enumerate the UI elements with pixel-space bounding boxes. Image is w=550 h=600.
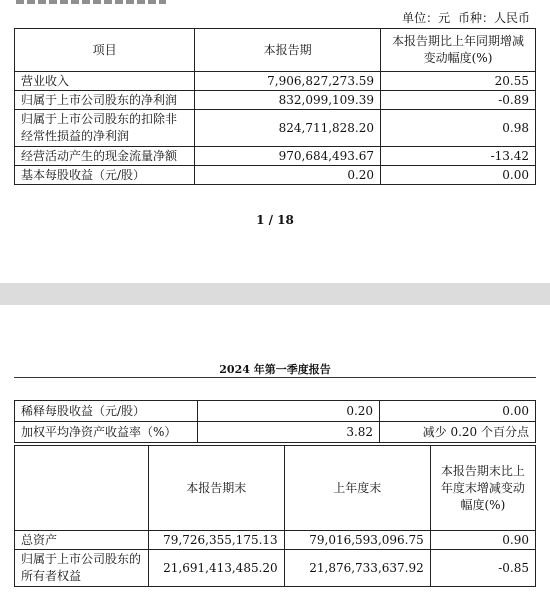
table-row bbox=[15, 91, 536, 110]
table-header-row bbox=[15, 446, 536, 531]
unit-currency-line: 单位：元 币种：人民币 bbox=[402, 11, 530, 25]
per-share-table bbox=[14, 400, 536, 443]
row-previous: 21,876,733,637.92 bbox=[284, 550, 430, 587]
row-label: 归属于上市公司股东的所有者权益 bbox=[15, 550, 149, 587]
page-gap bbox=[0, 283, 550, 305]
key-financials-table bbox=[14, 28, 536, 185]
header-change-pct: 本报告期末比上年度末增减变动幅度(%) bbox=[430, 446, 535, 531]
row-label: 营业收入 bbox=[15, 72, 195, 91]
row-label: 总资产 bbox=[15, 531, 149, 550]
page-running-header: 2024 年第一季度报告 bbox=[219, 363, 331, 376]
row-current: 0.20 bbox=[195, 166, 381, 185]
table-row bbox=[15, 531, 536, 550]
row-label: 基本每股收益（元/股） bbox=[15, 166, 195, 185]
table-row bbox=[15, 72, 536, 91]
row-change: 0.98 bbox=[381, 110, 536, 147]
row-change: 减少 0.20 个百分点 bbox=[380, 422, 536, 443]
table-row bbox=[15, 401, 536, 422]
header-prior-year-end: 上年度末 bbox=[284, 446, 430, 531]
row-change: 0.90 bbox=[430, 531, 535, 550]
table-header-row bbox=[15, 29, 536, 72]
row-current: 21,691,413,485.20 bbox=[148, 550, 284, 587]
row-current: 79,726,355,175.13 bbox=[148, 531, 284, 550]
table-row bbox=[15, 550, 536, 587]
header-change-pct: 本报告期比上年同期增减变动幅度(%) bbox=[381, 29, 536, 72]
header-blank bbox=[15, 446, 149, 531]
balance-table bbox=[14, 445, 536, 587]
table-row bbox=[15, 166, 536, 185]
row-current: 970,684,493.67 bbox=[195, 147, 381, 166]
row-change: 0.00 bbox=[380, 401, 536, 422]
cropped-heading bbox=[16, 0, 166, 4]
header-period-end: 本报告期末 bbox=[148, 446, 284, 531]
row-change: -0.85 bbox=[430, 550, 535, 587]
row-current: 824,711,828.20 bbox=[195, 110, 381, 147]
report-page-2 bbox=[0, 305, 550, 600]
header-current-period: 本报告期 bbox=[195, 29, 381, 72]
header-rule bbox=[14, 377, 536, 378]
row-current: 0.20 bbox=[197, 401, 379, 422]
table-row bbox=[15, 110, 536, 147]
header-item: 项目 bbox=[15, 29, 195, 72]
table-row bbox=[15, 147, 536, 166]
row-current: 832,099,109.39 bbox=[195, 91, 381, 110]
row-change: -13.42 bbox=[381, 147, 536, 166]
row-previous: 79,016,593,096.75 bbox=[284, 531, 430, 550]
row-label: 加权平均净资产收益率（%） bbox=[15, 422, 198, 443]
row-label: 稀释每股收益（元/股） bbox=[15, 401, 198, 422]
table-row bbox=[15, 422, 536, 443]
page-number: 1 / 18 bbox=[256, 213, 294, 227]
row-current: 7,906,827,273.59 bbox=[195, 72, 381, 91]
row-label: 归属于上市公司股东的扣除非经常性损益的净利润 bbox=[15, 110, 195, 147]
report-page-1 bbox=[0, 0, 550, 283]
row-change: -0.89 bbox=[381, 91, 536, 110]
row-change: 20.55 bbox=[381, 72, 536, 91]
row-current: 3.82 bbox=[197, 422, 379, 443]
row-change: 0.00 bbox=[381, 166, 536, 185]
row-label: 归属于上市公司股东的净利润 bbox=[15, 91, 195, 110]
row-label: 经营活动产生的现金流量净额 bbox=[15, 147, 195, 166]
